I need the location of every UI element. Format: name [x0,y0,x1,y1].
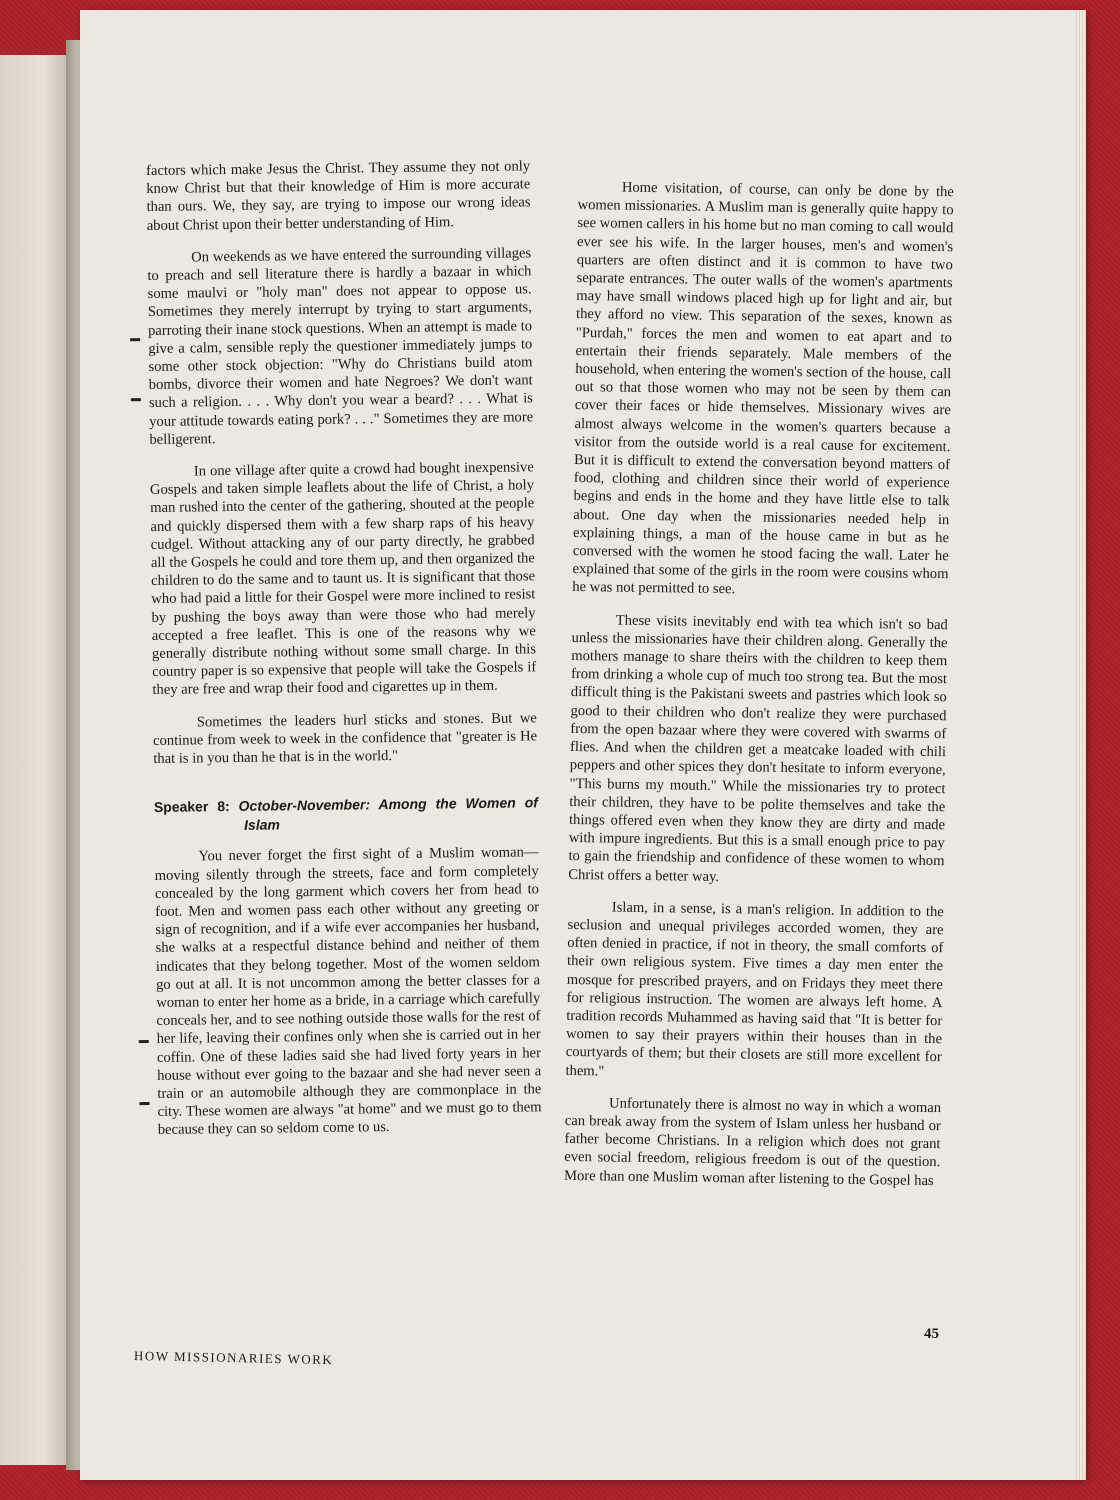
heading-speaker: Speaker 8: [153,798,230,816]
paragraph: Unfortunately there is almost no way in which a woman can break away from the system of Islam unless her husband or father become Christians. In a religion which does not grant even social freedom, religious freedom is out of the question. More than one Muslim woman after listening to the Gospel has [563,1095,942,1189]
paragraph: You never forget the first sight of a Muslim woman—moving silently through the streets, face and form completely concealed by the long garment which covers her from head to foot. Men and women pass each other without any greeting or sign of recognition, and if a wife ever accompanies her husband, she walks at a respectful distance behind and neither of them indicates that they belong together. Most of the women seldom go out at all. It is not uncommon among the better classes for a woman to enter her home as a bride, in a carriage which carefully conceals her, and to see nothing outside those walls for the rest of her life, leaving their confines only when she is carried out in her coffin. One of these ladies said she had lived forty years in her house without ever going to the bazaar and she had never seen a train or an automobile although they are commonplace in the city. These women are always "at home" and we must go to them because they can so seldom come to us. [154,844,542,1139]
running-footer-title: HOW MISSIONARIES WORK [133,1348,334,1368]
margin-mark [130,338,140,341]
page-fore-edge [1076,10,1086,1480]
margin-mark [139,1040,149,1043]
paragraph: On weekends as we have entered the surrounding villages to preach and sell literature there is hardly a bazaar in which some maulvi or "holy man" does not appear to oppose us. Sometimes they merely interrupt by trying to start arguments, parroting their inane stock questions. When an attempt is made to give a calm, sensible reply the questioner immediately jumps to some other stock objection: "Why do Christians build atom bombs, divorce their women and hate Negroes? We don't want such a religion. . . . Why don't you wear a beard? . . . What is your attitude towards eating pork? . . ." Sometimes they are more belligerent. [147,245,534,448]
margin-mark [131,398,141,401]
left-text-column [146,157,542,1153]
right-text-column [564,178,954,1204]
paragraph: Home visitation, of course, can only be done by the women missionaries. A Muslim man is generally quite happy to see women callers in his home but no man coming to call would ever see his wife. In the larger houses, men's and women's quarters are often distinct and it is common to have two separate entrances. The outer walls of the women's apartments may have small windows placed high up for light and air, but they afford no view. This separation of the sexes, known as "Purdah," forces the men and women to eat apart and to entertain their friends separately. Male members of the household, when entering the women's section of the house, call out so that those women who may not be seen by them can cover their faces or hide themselves. Missionary wives are almost always welcome in the women's quarters because a visitor from the outside world is a real cause for excitement. But it is difficult to extend the conversation beyond matters of food, clothing and children since their world of experience begins and ends in the home and they have little else to talk about. One day when the missionaries needed help in explaining things, a man of the house came in but as he conversed with the women he stood facing the wall. Later he explained that some of the girls in the room were cousins whom he was not permitted to see. [572,179,954,598]
margin-mark [139,1102,149,1105]
section-heading [154,794,538,837]
book-page [80,10,1086,1480]
paragraph: Islam, in a sense, is a man's religion. In addition to the seclusion and unequal privileges accorded women, they are often denied in practice, if not in theory, the small comforts of their own religious system. Five times a day men enter the mosque for prescribed prayers, and on Fridays they meet there for religious instruction. The women are always left home. A tradition records Muhammed as having said that "It is better for women to say their prayers within their houses than in the courtyards of them; but their closets are still more excellent for them." [565,899,944,1080]
facing-page-edge [0,55,72,1465]
paragraph: Sometimes the leaders hurl sticks and stones. But we continue from week to week in the confidence that "greater is He that is in you than he that is in the world." [152,709,538,768]
heading-title: October-November: Among the Women of Islam [238,794,538,834]
page-number: 45 [924,1326,939,1342]
paragraph: These visits inevitably end with tea which isn't so bad unless the missionaries have their children along. Generally the mothers manage to share theirs with the children to keep them from drinking a whole cup of much too strong tea. But the most difficult thing is the Pakistani sweets and pastries which look so good to their children who don't realize they were purchased from the open bazaar where they were covered with swarms of flies. And when the children get a meatcake loaded with chili peppers and other spices they don't hesitate to inform everyone, "This burns my mouth." While the missionaries try to protect their children, they have to be polite themselves and take the things offered even when they know they are dirty and made with impure ingredients. But this is a small enough price to pay to gain the friendship and confidence of these women to whom Christ offers a better way. [568,612,948,885]
paragraph: factors which make Jesus the Christ. They assume they not only know Christ but that their knowledge of Him is more accurate than ours. We, they say, are trying to impose our wrong ideas about Christ upon their better understanding of Him. [146,158,531,234]
paragraph: In one village after quite a crowd had bought inexpensive Gospels and taken simple leaflets about the life of Christ, a holy man rushed into the center of the gathering, shouted at the people and quickly dispersed them with a few sharp raps of his heavy cudgel. Without attacking any of our party directly, he grabbed all the Gospels he could and tore them up, and then organized the children to do the same and to taunt us. It is significant that those who had paid a little for their Gospel were more inclined to resist by pushing the boys away than were those who had merely accepted a free leaflet. This is one of the reasons why we generally distribute nothing without some small charge. In this country paper is so expensive that people will take the Gospels if they are free and wrap their food and cigarettes up in them. [149,459,537,699]
